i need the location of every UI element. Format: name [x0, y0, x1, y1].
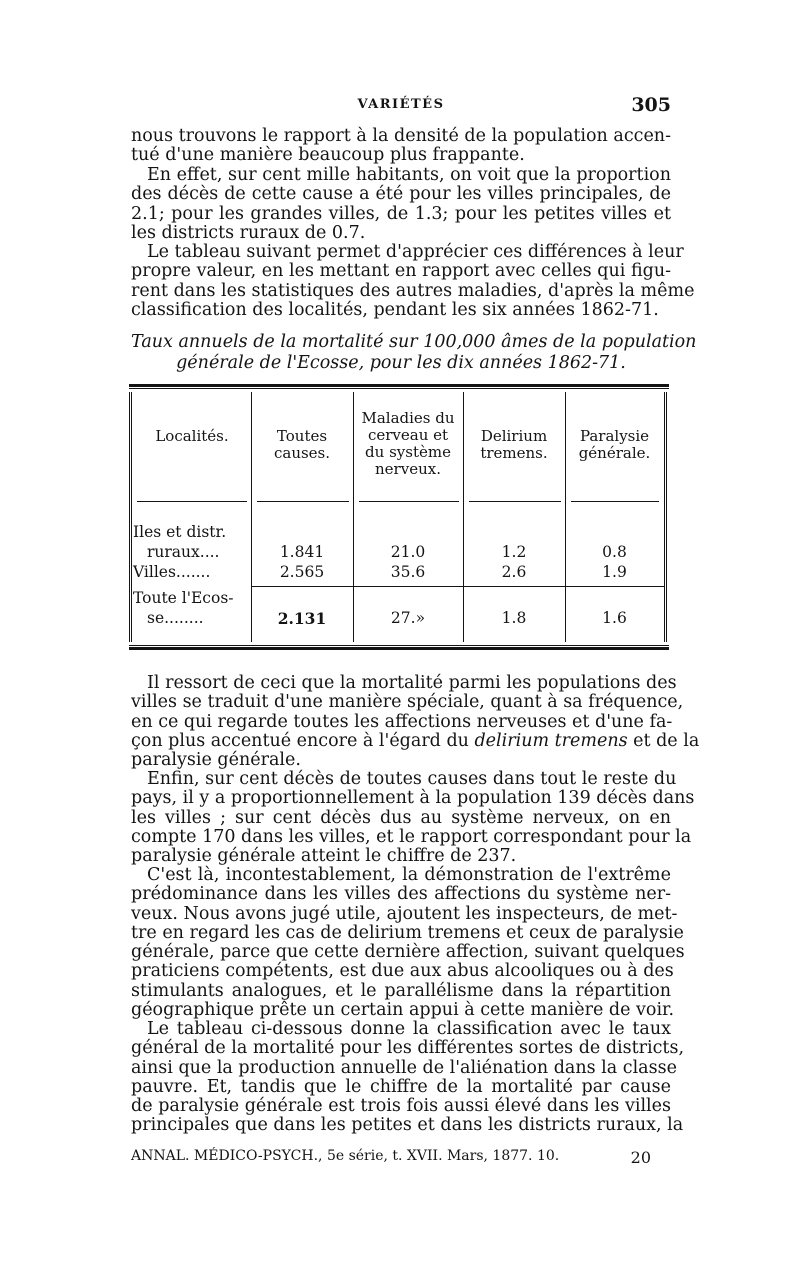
header-rule — [469, 501, 561, 502]
header-line: tremens. — [480, 444, 548, 462]
running-title: VARIÉTÉS — [357, 97, 445, 112]
header-rule — [257, 501, 349, 502]
text-line: villes se traduit d'une manière spéciale, quant à sa fréquence, — [131, 692, 684, 713]
header-toutes-causes — [251, 428, 353, 462]
header-rule — [359, 501, 459, 502]
table-top-rule — [129, 384, 669, 389]
text-line: prédominance dans les villes des affections du système ner- — [131, 884, 671, 905]
table-cell: 1.6 — [602, 609, 627, 627]
text-line: général de la mortalité pour les différentes sortes de districts, — [131, 1038, 685, 1059]
header-line: nerveux. — [375, 460, 441, 478]
header-line: générale. — [578, 444, 651, 462]
text-line: C'est là, incontestablement, la démonstration de l'extrême — [147, 865, 671, 885]
header-paralysie-generale — [565, 428, 664, 462]
text-line: classification des localités, pendant les six années 1862-71. — [131, 299, 659, 320]
table-cell: 0.8 — [602, 543, 627, 561]
header-line: Toutes — [276, 427, 328, 445]
running-header — [131, 94, 671, 118]
text-line: praticiens compétents, est due aux abus alcooliques ou à des — [131, 961, 674, 982]
text-line: En effet, sur cent mille habitants, on voit que la proportion — [147, 165, 671, 185]
caption-line: Taux annuels de la mortalité sur 100,000 âmes de la population — [131, 332, 697, 352]
table-cell: 1.841 — [279, 543, 325, 561]
row-label: Iles et distr. — [133, 523, 227, 541]
text-line: ainsi que la production annuelle de l'aliénation dans la classe — [131, 1057, 677, 1078]
text-line: rent dans les statistiques des autres maladies, d'après la même — [131, 280, 695, 301]
paragraph-3 — [131, 242, 695, 320]
header-localites: Localités. — [155, 427, 229, 445]
paragraph-4 — [131, 673, 700, 771]
page-number: 305 — [631, 94, 671, 116]
text-line: tre en regard les cas de delirium tremens et ceux de paralysie — [131, 922, 684, 943]
text-line: paralysie générale atteint le chiffre de 237. — [131, 846, 517, 867]
text-line: pays, il y a proportionnellement à la population 139 décès dans — [131, 788, 695, 809]
table-cell: 1.2 — [501, 543, 527, 561]
header-line: du système — [365, 443, 451, 461]
text-line: les villes ; sur cent décès dus au système nerveux, on en — [131, 807, 671, 828]
paragraph-5 — [131, 769, 695, 867]
text-line: les districts ruraux de 0.7. — [131, 222, 366, 243]
table-cell: 1.8 — [501, 609, 527, 627]
table-right-border — [664, 392, 667, 642]
header-line: Maladies du — [361, 409, 455, 427]
text-line: Il ressort de ceci que la mortalité parmi les populations des — [147, 673, 677, 693]
table-cell: 2.6 — [501, 563, 527, 581]
text-line: Enfin, sur cent décès de toutes causes dans tout le reste du — [147, 769, 677, 789]
text-line: compte 170 dans les villes, et le rapport correspondant pour la — [131, 826, 692, 847]
text-line: en ce qui regarde toutes les affections nerveuses et d'une fa- — [131, 711, 673, 732]
table-bottom-rule — [129, 645, 669, 650]
page-footer — [131, 1148, 671, 1167]
table-cell: 1.9 — [602, 563, 627, 581]
text-line: des décès de cette cause a été pour les villes principales, de — [131, 184, 671, 205]
row-label: Villes....... — [133, 563, 211, 581]
header-maladies-cerveau — [353, 410, 463, 478]
header-delirium-tremens — [463, 428, 565, 462]
text-line: 2.1; pour les grandes villes, de 1.3; pour les petites villes et — [131, 203, 671, 224]
text-line: de paralysie générale est trois fois aussi élevé dans les villes — [131, 1096, 671, 1117]
paragraph-2 — [131, 166, 671, 243]
signature-mark: 20 — [630, 1148, 651, 1167]
text-line: stimulants analogues, et le parallélisme dans la répartition — [131, 980, 671, 1001]
text-line: veux. Nous avons jugé utile, ajoutent les inspecteurs, de met- — [131, 903, 678, 924]
table-caption — [131, 332, 697, 374]
row-rule — [251, 586, 665, 587]
table-left-border — [129, 392, 132, 642]
text-line: nous trouvons le rapport à la densité de la population accen- — [131, 126, 671, 146]
header-line: causes. — [273, 444, 331, 462]
header-line: Paralysie — [579, 427, 650, 445]
text-line-with-italic: çon plus accentué encore à l'égard du delirium tremens et de la — [131, 730, 700, 751]
header-line: Delirium — [480, 427, 548, 445]
text-line: propre valeur, en les mettant en rapport avec celles qui figu- — [131, 261, 671, 282]
paragraph-7 — [131, 1019, 685, 1136]
paragraph-6 — [131, 865, 685, 1021]
caption-line: générale de l'Ecosse, pour les dix années 1862-71. — [176, 353, 626, 373]
text-line: paralysie générale. — [131, 750, 301, 771]
text-line: principales que dans les petites et dans les districts ruraux, la — [131, 1115, 684, 1136]
table-cell: 2.565 — [279, 563, 325, 581]
table-cell: 27.» — [390, 609, 426, 627]
mortality-table — [129, 384, 669, 650]
table-cell: 35.6 — [390, 563, 426, 581]
italic-term: delirium tremens — [474, 730, 628, 751]
text-line: pauvre. Et, tandis que le chiffre de la mortalité par cause — [131, 1076, 671, 1097]
text-line: géographique prête un certain appui à cette manière de voir. — [131, 1000, 675, 1021]
paragraph-1 — [131, 127, 671, 166]
row-label: Toute l'Ecos- — [133, 589, 234, 607]
journal-citation: ANNAL. MÉDICO-PSYCH., 5e série, t. XVII. Mars, 1877. 10. — [131, 1148, 560, 1164]
header-line: cerveau et — [367, 426, 449, 444]
text-line: Le tableau suivant permet d'apprécier ces différences à leur — [147, 242, 684, 262]
table-cell: 2.131 — [277, 609, 327, 628]
text-line: tué d'une manière beaucoup plus frappante. — [131, 145, 525, 166]
row-label: ruraux.... — [147, 543, 220, 561]
text-line: Le tableau ci-dessous donne la classification avec le taux — [147, 1019, 671, 1039]
header-rule — [571, 501, 659, 502]
row-label: se........ — [147, 609, 204, 627]
table-cell: 21.0 — [390, 543, 426, 561]
header-rule — [137, 501, 247, 502]
text-line: générale, parce que cette dernière affection, suivant quelques — [131, 942, 685, 963]
